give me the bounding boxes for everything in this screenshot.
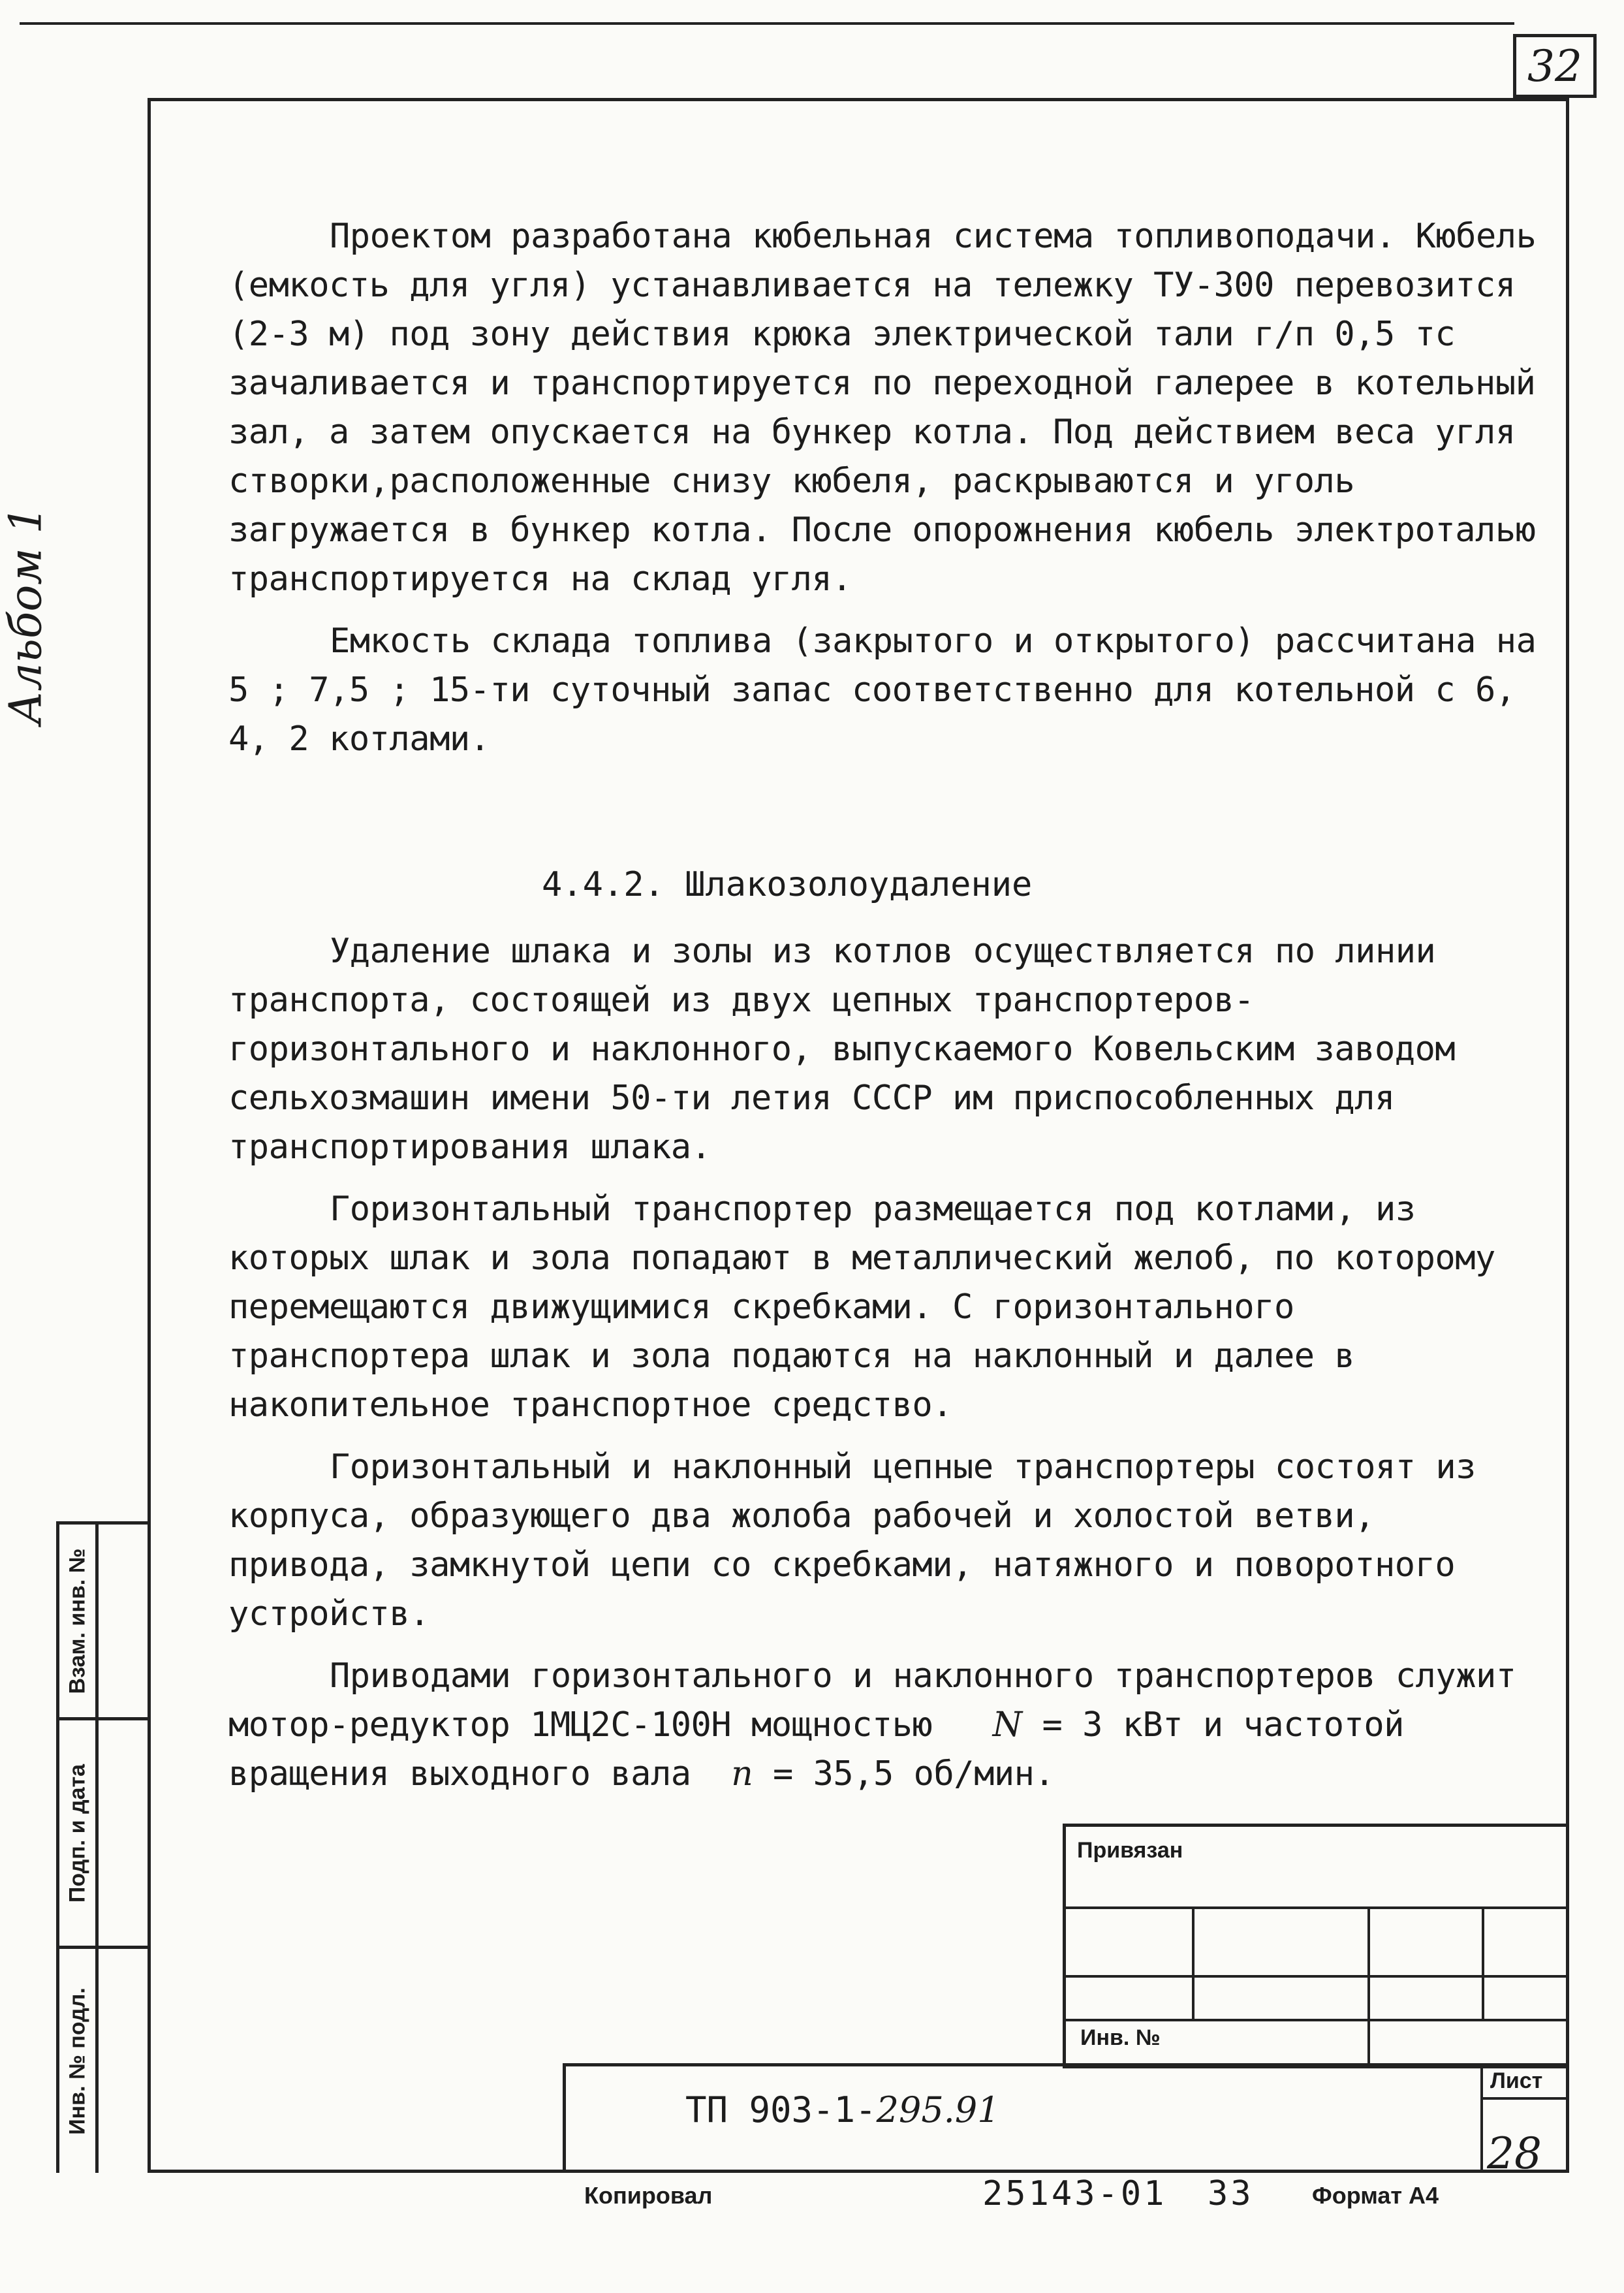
- drive-speed: = 35,5 об/мин.: [773, 1754, 1055, 1794]
- symbol-power: N: [992, 1705, 1022, 1745]
- paragraph-transporter-structure: Горизонтальный и наклонный цепные транспортеры состоят из корпуса, образующего два жолоба рабочей и холостой ветви, привода, замкнутой цепи со скребками, натяжного и поворотного устройств.: [228, 1447, 1476, 1634]
- paragraph-slag-removal: Удаление шлака и золы из котлов осуществляется по линии транспорта, состоящей из двух цепных транспортеров- горизонтального и наклонного, выпускаемого Ковельским заводом сельхозмашин имени 50-ти летия СССР им приспособленных для транспортирования шлака.: [228, 932, 1456, 1167]
- side-label-vzam: Взам. инв. №: [65, 1547, 89, 1694]
- page-number: 32: [1513, 34, 1597, 98]
- label-inv-no: Инв. №: [1080, 2025, 1161, 2050]
- doc-code-number: 295.91: [876, 2089, 1000, 2130]
- footer-format: Формат А4: [1312, 2182, 1439, 2209]
- paragraph-fuel-storage: Емкость склада топлива (закрытого и открытого) рассчитана на 5 ; 7,5 ; 15-ти суточный запас соответственно для котельной с 6, 4, 2 котлами.: [228, 622, 1537, 759]
- side-cell-vzam: [59, 1525, 151, 1720]
- side-cell-podp: [59, 1720, 151, 1949]
- label-privyazan: Привязан: [1077, 1838, 1183, 1863]
- sheet-number: 28: [1487, 2128, 1542, 2179]
- document-code: [685, 2089, 1000, 2130]
- footer-copied: Копировал: [584, 2182, 713, 2209]
- text-block-top: [228, 212, 1540, 777]
- paragraph-drive: [228, 1652, 1540, 1799]
- side-label-inv-podl: Инв. № подл.: [65, 1987, 89, 2135]
- album-label: Альбом 1: [0, 505, 52, 725]
- label-list: Лист: [1490, 2068, 1543, 2093]
- top-border-line: [20, 22, 1514, 25]
- drive-text: Приводами горизонтального и наклонного транспортеров служит мотор-редуктор 1МЦ2С-100Н мощностью: [228, 1656, 1516, 1745]
- section-heading: 4.4.2. Шлакозолоудаление: [542, 865, 1033, 904]
- drive-power: = 3 кВт и частотой вращения выходного вала: [228, 1705, 1404, 1794]
- footer-order2: 33: [1208, 2174, 1254, 2213]
- footer-order: 25143-01: [982, 2174, 1167, 2213]
- paragraph-horizontal-transporter: Горизонтальный транспортер размещается под котлами, из которых шлак и зола попадают в металлический желоб, по которому перемещаются движущимися скребками. С горизонтального транспортера шлак и зола подаются на наклонный и далее в накопительное транспортное средство.: [228, 1190, 1495, 1425]
- paragraph-fuel-system: Проектом разработана кюбельная система топливоподачи. Кюбель (емкость для угля) устанавливается на тележку ТУ-300 перевозится (2-3 м) под зону действия крюка электрической тали г/п 0,5 тс зачаливается и транспортируется по переходной галерее в котельный зал, а затем опускается на бункер котла. Под действием веса угля створки,расположенные снизу кюбеля, раскрываются и уголь загружается в бункер котла. После опорожнения кюбель электроталью транспортируется на склад угля.: [228, 217, 1537, 599]
- doc-code-prefix: ТП 903-1-: [685, 2089, 877, 2130]
- side-stamp: [56, 1521, 148, 2173]
- text-block-bottom: [228, 927, 1540, 1812]
- side-label-podp: Подп. и дата: [65, 1763, 89, 1903]
- symbol-speed: n: [731, 1754, 753, 1794]
- side-cell-inv-podl: [59, 1949, 151, 2173]
